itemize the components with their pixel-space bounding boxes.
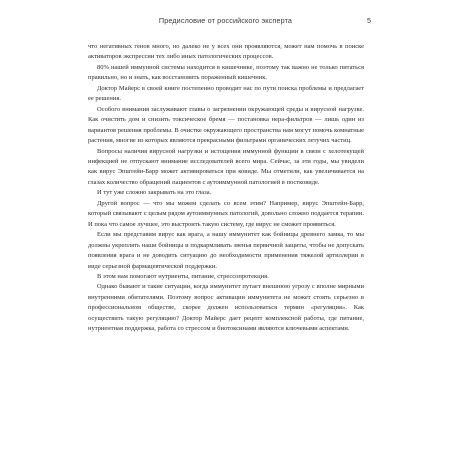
body-text: [88, 42, 364, 335]
paragraph-5: Вопросы наличия вирусной нагрузки и истощения иммунной функции в связи с хелотекущей инфекцией не отпускают внимание исследователей всего мира. Сейчас, за эти годы, мы увидели как вирус Эпштейн-Барр может активироваться при ковиде. Мы отметили, как увеличивается на глазах количество обращений пациентов с аутоиммунной патологией в постковиде.: [88, 147, 364, 186]
paragraph-4: Особого внимания заслуживают главы о загрязнении окружающей среды и вирусной нагрузке. Как очистить дом и снизить токсическое бремя — постановка нера-фильтров — лишь один из вариантов решения проблемы. В очистке окружающего пространства нам могут помочь комнатные растения, многие из которых являются прекрасными фильтрами органических летучих частиц.: [88, 105, 364, 145]
paragraph-9: В этом нам помогают нутриенты, питание, стрессопротекция.: [97, 272, 269, 280]
paragraph-2: 80% нашей иммунной системы находится в кишечнике, поэтому так важно не только питаться правильно, но и знать, как восстановить пораженный кишечник.: [88, 63, 364, 82]
running-head-title: Предисловие от российского эксперта: [158, 16, 293, 25]
paragraph-7: Другой вопрос — что мы можем сделать со всем этим? Например, вирус Эпштейн-Барр, который связывают с целым рядом аутоиммунных патологий, довольно сложно поддается терапии. И пока что самое лучшее, это выстроить такую систему, где вирус не сможет проявиться.: [88, 199, 364, 228]
page-number: 5: [367, 16, 371, 25]
paragraph-1: что негативных генов много, но далеко не у всех они проявляются, может нам помочь в поиске активаторов экспрессии тех либо иных патологических процессов.: [88, 43, 364, 61]
paragraph-8: Если мы представим вирус как врага, а нашу иммунитет как бойницы древнего замка, то мы должны укреплять наши бойницы и подкармливать звенья первичной защиты, чтобы не допускать появления врага и не доводить ситуацию до необходимости применения тяжелой артиллерии в виде серьезной фармацевтической поддержки.: [88, 231, 364, 270]
paragraph-3: Доктор Майерс в своей книге постепенно проводит нас по пути поиска проблемы и предлагает ее решения.: [88, 84, 364, 103]
running-head: [88, 16, 371, 28]
paragraph-6: И тут уже сложно закрывать на это глаза.: [97, 189, 212, 197]
paragraph-10: Однако бывают и такие ситуации, когда иммунитет путает внешнюю угрозу с вполне мирными внутренними обитателями. Поэтому вопрос активации иммунитета не может стоять серьезно в профессиональном обществе, скорее должен использоваться термин «регуляция». Как осуществить такую регуляцию? Доктор Майерс дает рецепт комплексной работы, где питание, нутриентная поддержка, работа со стрессом и биотоксинами являются ключевыми аспектами.: [88, 283, 364, 333]
